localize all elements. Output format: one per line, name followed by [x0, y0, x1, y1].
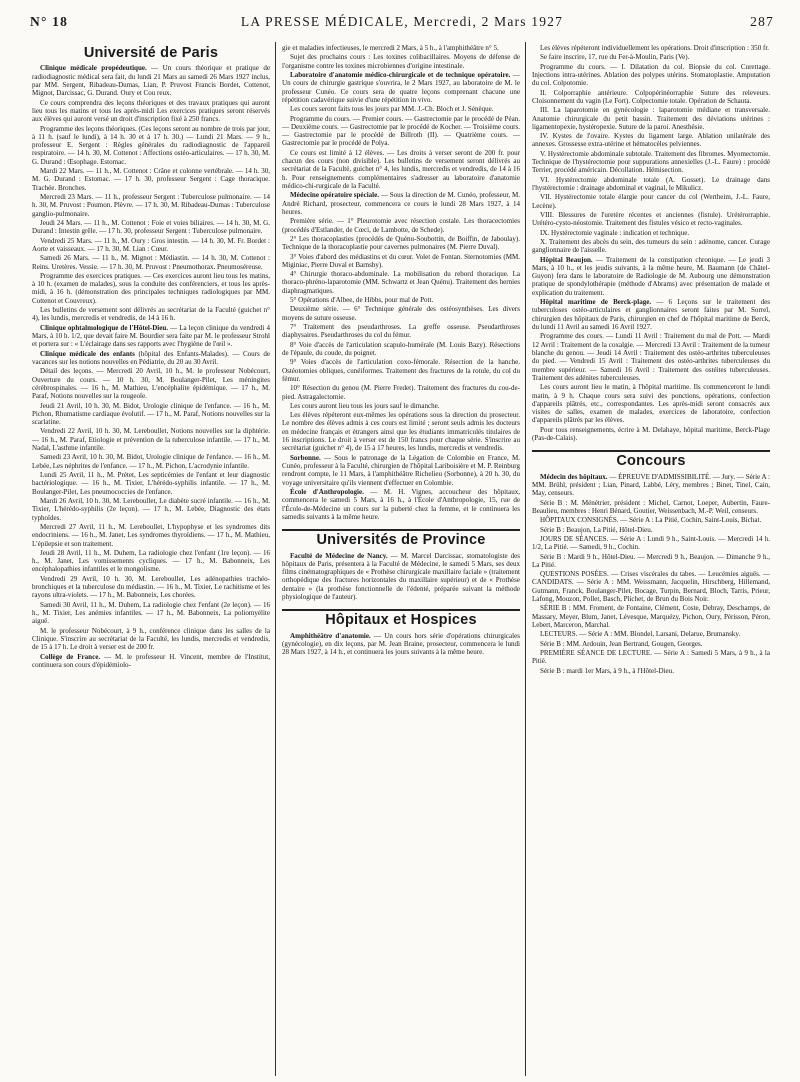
paragraph — [32, 99, 270, 124]
paragraph-text: QUESTIONS POSÉES. — Crises viscérales du tabes. — Leucémies aiguës. — CANDIDATS. — Série A : MM. Weissmann, Jacquelin, Hirschberg, Hillemand, Gutmann, Franck, Boulanger-Pilet, Bocage, Turpin, Bernard, Bloch, Tarris, Prieur, Lafong, Mouzon, Pollet, Basch, Plichet, de Brun du Bois Noir. — [532, 570, 770, 604]
paragraph-text: Jeudi 21 Avril, 10 h. 30, M. Bidot, Urologie clinique de l'enfance. — 16 h., M. Pichon, Rhumatisme cardiaque évolutif. — 17 h., M. Paraf, Notions nouvelles sur la scarlatine. — [32, 401, 270, 427]
paragraph — [282, 217, 520, 234]
paragraph — [282, 149, 520, 191]
paragraph-text: Sujet des prochains cours : Les toxines colibacillaires. Moyens de défense de l'organisme contre les toxines microbiennes d'origine intestinale. — [282, 53, 520, 70]
paragraph-text: Programme des exercices pratiques. — Ces exercices auront lieu tous les matins, à 10 h. (examen de malades), sous la conduite des conférenciers, et tous les après-midi, à 16 h. (démonstration des principales techniques radiologiques par MM. Cottenot et Couvreux). — [32, 271, 270, 305]
paragraph — [282, 253, 520, 270]
paragraph-text: 4° Chirurgie thoraco-abdominale. La mobilisation du rebord thoracique. La thoraco-phréno-laparotomie (MM. Schwartz et Jean Quénu). Traitement des hernies diaphragmatiques. — [282, 270, 520, 295]
paragraph — [282, 358, 520, 383]
paragraph-text: Ce cours est limité à 12 élèves. — Les droits à verser seront de 200 fr. pour chacun des cours (non divisible). Les bulletins de versement seront délivrés au secrétariat de la Faculté, guichet n° 4, les lundis, mercredis et vendredis, de 14 à 16 h. Pour renseignements complémentaires s'adresser au laboratoire d'anatomie médico-chi-rurgicale de la Faculté. — [282, 148, 520, 190]
section-heading: Université de Paris — [83, 45, 219, 61]
paragraph-text: Vendredi 25 Mars. — 11 h., M. Oury : Gros intestin. — 14 h. 30, M. Fr. Bordet : Aorte et vaisseaux. — 17 h. 30, M. Lian : Cœur. — [32, 236, 270, 253]
paragraph-text: Programme du cours. — I. Dilatation du col. Biopsie du col. Curettage. Injections intra-utérines. Ablation des polypes utérins. Stomatoplastie. Amputation du col. Colpotomie. — [532, 62, 770, 88]
paragraph — [32, 193, 270, 218]
paragraph — [532, 604, 770, 629]
paragraph-text: 7° Traitement des pseudarthroses. La greffe osseuse. Pseudarthroses diaphysaires. Pseudarthroses du col du fémur. — [282, 323, 520, 340]
paragraph-text: Deuxième série. — 6° Technique générale des ostéosynthèses. Les divers moyens de suture osseuse. — [282, 305, 520, 322]
paragraph — [32, 601, 270, 626]
paragraph-text: Série B : M. Ménétrier, président : Michel, Carnot, Loeper, Aubertin, Faure-Beaulieu, membres : Henri Bénard, Goutier, Weissenbach, M.-P. Weil, censeurs. — [532, 498, 770, 515]
paragraph-text: 2° Les thoracoplasties (procédés de Quénu-Soubottin, de Boiffin, de Jaboulay). Technique de la thoracoplastie pour cavernes pulmonaires (M. Pierre Duval). — [282, 234, 520, 252]
paragraph — [532, 132, 770, 149]
paragraph — [282, 384, 520, 401]
paragraph-text: M. le professeur Nobécourt, à 9 h., conférence clinique dans les salles de la Clinique. S'inscrire au secrétariat de la Faculté, les lundis, mercredis et vendredis, de 15 à 17 h. Le droit à verser est de 200 fr. — [32, 626, 270, 652]
paragraph — [282, 296, 520, 304]
paragraph — [32, 324, 270, 349]
paragraph-text: Les cours auront lieu tous les jours sauf le dimanche. — [290, 401, 440, 410]
paragraph — [532, 535, 770, 552]
paragraph — [532, 211, 770, 228]
paragraph-text: Samedi 26 Mars. — 11 h., M. Mignot : Médiastin. — 14 h. 30, M. Cottenot : Reins. Uretères. Vessie. — 17 h. 30, M. Pruvost : Pneumothorax. Pneumoséreuse. — [32, 254, 270, 271]
paragraph — [532, 526, 770, 534]
paragraph — [32, 254, 270, 271]
paragraph — [532, 63, 770, 88]
paragraph-text: Se faire inscrire, 17, rue du Fer-à-Moulin, Paris (Ve). — [540, 53, 690, 62]
paragraph-text: — Traitement de la constipation chronique. — Le jeudi 3 Mars, à 10 h., et les jeudis suivants, à la même heure, M. Baumann (de Châtel-Guyon) fera dans le laboratoire de Radiologie de M. Aubourg une démonstration pratique de spondylothérapie (méthode d'Abrams) avec présentation de malade et explication du traitement. — [532, 255, 770, 297]
paragraph-text: JOURS DE SÉANCES. — Série A : Lundi 9 h., Saint-Louis. — Mercredi 14 h. 1/2, La Pitié. — Samedi, 9 h., Cochin. — [532, 534, 770, 552]
paragraph — [532, 499, 770, 516]
paragraph — [282, 235, 520, 252]
paragraph-text: — Un cours hors série d'opérations chirurgicales (gynécologie), en dix leçons, par M. Jean Braine, prosecteur, commencera le lundi 28 Mars 1927, à 14 h., et continuera les jours suivants à la même heure. — [282, 631, 520, 657]
paragraph-text: III. La laparotomie en gynécologie : laparotomie médiane et transversale. Anatomie chirurgicale du petit bassin. Traitement des déviations utérines : ligamentopexie, hystéropexie. Suture de la paroi. Anesthésie. — [532, 106, 770, 131]
paragraph-text: — ÉPREUVE D'ADMISSIBILITÉ. — Jury. — Série A : MM. Brühl, président ; Lian, Pinard, Labbé, Léry, membres ; Binet, Tinel, Cain, May, censeurs. — [532, 472, 770, 498]
paragraph — [282, 270, 520, 295]
paragraph-title: Clinique ophtalmologique de l'Hôtel-Dieu. — [40, 323, 169, 332]
paragraph — [32, 402, 270, 427]
paragraph-text: 9° Voies d'accès de l'articulation coxo-fémorale. Résection de la hanche. Ostéotomies obliques, cunéiformes. Traitement des fractures de la rotule, du col du fémur. — [282, 358, 520, 383]
paragraph — [282, 191, 520, 216]
paragraph-text: VIII. Blessures de l'uretère récentes et anciennes (fistule). Urétérorraphie. Urétéro-cysto-néostomie. Traitement des fistules vésico et recto-vaginales. — [532, 210, 770, 228]
paragraph-text: — M. Marcel Darcissac, stomatologiste des hôpitaux de Paris, présentera à la Faculté de Médecine, le samedi 5 Mars, ses deux films cinématographiques de « Prothèse chirurgicale maxillaire faciale » (traitement orthopédique des fractures horizontales du maxillaire supérieur) et de « Prothèse dentaire » (la prothèse fonctionnelle de l'édenté, préparée suivant la méthode physiologique de l'auteur). — [282, 551, 520, 602]
paragraph-text: Les cours seront faits tous les jours par MM. J.-Ch. Bloch et J. Sénèque. — [290, 105, 494, 114]
paragraph — [32, 219, 270, 236]
paragraph — [32, 497, 270, 522]
paragraph-text: Pour tous renseignements, écrire à M. Delahaye, hôpital maritime, Berck-Plage (Pas-de-Calais). — [532, 425, 770, 443]
paragraph-text: — Un cours théorique et pratique de radiodiagnostic médical sera fait, du lundi 21 Mars au samedi 26 Mars 1927 inclus, par MM. Sergent, Ribadeau-Dumas, Lian, P. Pruvost Francis Bordet, Cottenot, Mignot, Darcissac, G. Durand. Oury et Cou reux. — [32, 64, 270, 98]
section-heading: Universités de Province — [316, 532, 486, 549]
paragraph-text: HÔPITAUX CONSIGNÉS. — Série A : La Pitié, Cochin, Saint-Louis, Bichat. — [540, 516, 762, 525]
paragraph — [32, 471, 270, 496]
paragraph — [532, 106, 770, 131]
paragraph — [32, 167, 270, 192]
paragraph-text: Vendredi 29 Avril, 10 h. 30, M. Lereboullet, Les adénopathies trachéo-bronchiques et la tuberculose du médiastin. — 16 h., M. Tixier, Le rachitisme et les rayons ultra-violets. — 17 h., M. Babonneix, Les chorées. — [32, 574, 270, 600]
paragraph-text: — 6 Leçons sur le traitement des tuberculoses ostéo-articulaires et ganglionnaires seront faites par M. Sorrel, chirurgien des hôpitaux de Paris, chirurgien en chef de l'hôpital maritime de Berck, du lundi 11 Avril au samedi 16 Avril 1927. — [532, 298, 770, 331]
page-number: 287 — [750, 14, 774, 29]
paragraph — [532, 426, 770, 443]
paragraph-text: — Un cours de chirurgie gastrique s'ouvrira, le 2 Mars 1927, au laboratoire de M. le professeur Cunéo. Ce cours sera de quatre leçons comprenant chacune une répétition cadavérique suivie d'une répétition in vivo. — [282, 70, 520, 104]
column-3 — [532, 44, 770, 676]
paragraph-text: Série B : mardi 1er Mars, à 9 h., à l'Hôtel-Dieu. — [540, 666, 674, 675]
paragraph-title: Médecin des hôpitaux. — [540, 472, 608, 481]
paragraph — [532, 298, 770, 331]
paragraph-title: Clinique médicale des enfants — [40, 349, 135, 358]
paragraph-title: Hôpital Beaujon. — [540, 255, 593, 264]
paragraph — [32, 306, 270, 323]
paragraph-text: Mercredi 23 Mars. — 11 h., professeur Sergent : Tuberculose pulmonaire. — 14 h. 30, M. Pruvost : Poumon. Plèvre. — 17 h. 30, M. Ribadeau-Dumas : Tuberculose ganglio-pulmonaire. — [32, 193, 270, 218]
paragraph — [532, 193, 770, 210]
section-heading: Concours — [616, 453, 686, 470]
paragraph — [32, 350, 270, 367]
paragraph-text: LECTEURS. — Série A : MM. Blondel, Larsani, Delarue, Brumansky. — [540, 630, 741, 639]
section-rule — [282, 529, 520, 531]
paragraph — [282, 71, 520, 104]
paragraph — [32, 272, 270, 305]
paragraph-text: Jeudi 24 Mars. — 11 h., M. Cottenot : Foie et voies biliaires. — 14 h. 30, M. G. Durand : Intestin grêle. — 17 h. 30, professeur Sergent : Tuberculose pulmonaire. — [32, 218, 270, 236]
paragraph-title: Amphithéâtre d'anatomie. — [290, 631, 371, 640]
paragraph-text: Détail des leçons. — Mercredi 20 Avril, 10 h., M. le professeur Nobécourt, Ouverture du cours. — 10 h. 30, M. Boulanger-Pilet, Les méningites cérébrospinales. — 16 h., M. Mathieu, L'encéphalite épidémique. — 17 h., M. Paraf, Notions nouvelles sur la rougeole. — [32, 367, 270, 401]
section-rule — [282, 609, 520, 611]
page-header — [30, 14, 774, 34]
paragraph — [32, 575, 270, 600]
paragraph — [532, 570, 770, 603]
paragraph — [282, 632, 520, 657]
column-1 — [32, 44, 270, 670]
paragraph-title: Sorbonne. — [290, 453, 321, 462]
column-divider — [525, 42, 526, 1076]
paragraph — [532, 150, 770, 175]
paragraph — [282, 552, 520, 602]
paragraph-text: Mardi 22 Mars. — 11 h., M. Cottenot : Crâne et colonne vertébrale. — 14 h. 30, M. G. Durand : Estomac. — 17 h. 30, professeur Sergent : Cage thoracique. Trachée. Bronches. — [32, 167, 270, 192]
paragraph — [282, 402, 520, 410]
paragraph — [32, 653, 270, 670]
paragraph-text: Samedi 23 Avril, 10 h. 30, M. Bidot, Urologie clinique de l'enfance. — 16 h., M. Lebée, Les néphrites de l'enfance. — 17 h., M. Pichon, L'acrodynie infantile. — [32, 453, 270, 470]
paragraph-text: 5° Opérations d'Albee, de Hibbs, pour mal de Pott. — [290, 296, 434, 305]
paragraph — [532, 667, 770, 675]
paragraph-text: — Sous le patronage de la Légation de Colombie en France, M. Cunéo, professeur à la Faculté, chirurgien de l'hôpital Lariboisière et M. P. Reinburg rendront compte, le 11 Mars, à l'amphithéâtre Richelieu (Sorbonne), à 20 h. 30, du voyage universitaire qu'ils viennent d'effectuer en Colombie. — [282, 453, 520, 487]
paragraph — [32, 627, 270, 652]
paragraph-text: Programme du cours. — Premier cours. — Gastrectomie par le procédé de Péan. — Deuxième cours. — Gastrectomie par le procédé de Kocher. — Troisième cours. — Gastrectomie par le procédé de Billroth (II). — Quatrième cours. — Gastrectomie par le procédé de Polya. — [282, 114, 520, 148]
paragraph — [32, 367, 270, 400]
paragraph — [532, 630, 770, 638]
paragraph-text: (hôpital des Enfants-Malades). — Cours de vacances sur les notions nouvelles en Pédiatrie, du 20 au 30 Avril. — [32, 349, 270, 366]
paragraph-title: Collège de France. — [40, 652, 101, 661]
paragraph-text: Programme des cours. — Lundi 11 Avril : Traitement du mal de Pott. — Mardi 12 Avril : Traitement de la coxalgie. — Mercredi 13 Avril : Traitement de la tumeur blanche du genou. — Jeudi 14 Avril : Traitement des ostéo-arthrites tuberculeuses du pied. — Vendredi 15 Avril : Traitement des ostéo-arthrites tuberculeuses du membre supérieur. — Samedi 16 Avril : Traitement des ostéites tuberculeuses. Traitement des adénites tuberculeuses. — [532, 332, 770, 382]
paragraph-text: V. Hystérectomie abdominale subtotale. Traitement des fibromes. Myomectomie. Technique de l'hystérectomie pour suppurations annexielles (J.-L. Faure) : procédé Terrier, procédé américain. Décollation. Hémisection. — [532, 149, 770, 175]
paragraph-text: Vendredi 22 Avril, 10 h. 30, M. Lereboullet, Notions nouvelles sur la diphtérie. — 16 h., M. Paraf, Etiologie et prévention de la tuberculose infantile. — 17 h., M. Nadal, L'asthme infantile. — [32, 427, 270, 453]
paragraph-text: 3° Voies d'abord des médiastins et du cœur. Volet de Fontan. Sternotomies (MM. Miginiac, Pierre Duval et Barnsby). — [282, 252, 520, 269]
paragraph-text: 8° Voie d'accès de l'articulation scapulo-humérale (M. Louis Bazy). Résections de l'épaule, du coude, du poignet. — [282, 340, 520, 357]
paragraph-text: — M. H. Vignes, accoucheur des hôpitaux, commencera le samedi 5 Mars, à 16 h., à l'École d'Anthropologie, 15, rue de l'École-de-Médecine un cours sur la puberté chez la femme, et le continuera les samedis suivants à la même heure. — [282, 487, 520, 521]
paragraph-text: VII. Hystérectomie totale élargie pour cancer du col (Wertheim, J.-L. Faure, Lecène). — [532, 193, 770, 210]
paragraph — [32, 64, 270, 97]
paragraph-title: Clinique médicale propédeutique. — [40, 64, 147, 73]
paragraph — [282, 454, 520, 487]
paragraph-text: gie et maladies infectieuses, le mercredi 2 Mars, à 5 h., à l'amphithéâtre n° 5. — [282, 44, 499, 52]
paragraph-text: Les cours auront lieu le matin, à l'hôpital maritime. Ils commenceront le lundi matin, à 9 h. Chaque cours sera suivi des ponctions, opérations, confection d'appareils plâtrés, etc., correspondantes. Les après-midi seront consacrés aux visites de salles, examen de malades, exercices de laboratoire, confection d'appareils plâtrés par les élèves. — [532, 383, 770, 425]
paragraph-text: Les élèves répéteront eux-mêmes les opérations sous la direction du prosecteur. Le nombre des élèves admis à ces cours est limité ; seront seuls admis les docteurs en médecine français et étrangers ainsi que les étudiants immatriculés titulaires de 16 inscriptions. Le droit à verser est de 150 francs pour chaque série. S'inscrire au secrétariat (guichet n° 4), de 15 à 17 heures, les lundis, mercredis et vendredis. — [282, 411, 520, 453]
paragraph-text: Mardi 26 Avril, 10 h. 30, M. Lereboullet, Le diabète sucré infantile. — 16 h., M. Tixier, L'hérédo-syphilis (2e leçon). — 17 h., M. Lebée, Diagnostic des états typhoïdes. — [32, 496, 270, 522]
paragraph — [532, 332, 770, 382]
column-divider — [275, 42, 276, 1076]
paragraph — [532, 53, 770, 61]
paragraph-title: Faculté de Médecine de Nancy. — [290, 551, 388, 560]
paragraph — [532, 473, 770, 498]
paragraph — [532, 89, 770, 106]
paragraph — [532, 553, 770, 570]
paragraph-text: Les élèves répéteront individuellement les opérations. Droit d'inscription : 350 fr. — [540, 44, 770, 52]
paragraph — [32, 523, 270, 548]
paragraph — [32, 453, 270, 470]
paragraph-text: IX. Hystérectomie vaginale : indication et technique. — [540, 228, 690, 237]
paragraph-text: 10° Résection du genou (M. Pierre Fredet). Traitement des fractures du cou-de-pied. Astragalectomie. — [282, 384, 520, 401]
paragraph — [282, 115, 520, 148]
paragraph — [32, 237, 270, 254]
paragraph-text: Série B : MM. Ardouin, Jean Bertrand, Gougen, Georges. — [540, 639, 703, 648]
paragraph-text: Première série. — 1° Pleurotomie avec résection costale. Les thoracectomies (procédés d'Estlander, de Cœci, de Lambotte, de Schede). — [282, 217, 520, 234]
paragraph-text: PREMIÈRE SÉANCE DE LECTURE. — Série A : Samedi 5 Mars, à 9 h., à la Pitié. — [532, 648, 770, 666]
paragraph-title: Médecine opératoire spéciale. — [290, 191, 380, 200]
paragraph-text: Programme des leçons théoriques. (Ces leçons seront au nombre de trois par jour, à 11 h. (sauf le lundi), à 14 h. 30 et à 17 h. 30.) — Lundi 21 Mars. — 9 h., professeur E. Sergent : Règles générales du radiodiagnostic de l'appareil respiratoire. — 14 h. 30, M. Cottenot : Affections ostéo-articulaires. — 17 h. 30, M. G. Durand : Œsophage. Estomac. — [32, 124, 270, 166]
paragraph — [282, 323, 520, 340]
column-2 — [282, 44, 520, 658]
paragraph-text: Ce cours comprendra des leçons théoriques et des travaux pratiques qui auront lieu tous les matins et tous les après-midi Les exercices pratiques seront réservés aux élèves qui auront versé un droit d'inscription fixé à 250 francs. — [32, 98, 270, 124]
paragraph-text: — M. le professeur H. Vincent, membre de l'Institut, continuera son cours d'épidémiolo- — [32, 652, 270, 669]
paragraph — [32, 427, 270, 452]
paragraph — [532, 256, 770, 298]
journal-title: LA PRESSE MÉDICALE, Mercredi, 2 Mars 1927 — [240, 14, 564, 29]
paragraph — [532, 383, 770, 425]
paragraph — [282, 105, 520, 113]
paragraph-text: Les bulletins de versement sont délivrés au secrétariat de la Faculté (guichet n° 4), les lundis, mercredis et vendredis, de 14 à 16 h. — [32, 306, 270, 323]
paragraph-text: — La leçon clinique du vendredi 4 Mars, à 10 h. 1/2, que devait faire M. Bourdier sera faite par M. le professeur Strohl et portera sur : « L'éclairage dans ses rapports avec l'hygiène de l'œil ». — [32, 323, 270, 349]
paragraph-title: Hôpital maritime de Berck-plage. — [540, 298, 652, 307]
paragraph — [532, 229, 770, 237]
paragraph — [282, 411, 520, 453]
paragraph-text: II. Colporraphie antérieure. Colpopérinéorraphie Suture des releveurs. Cloisonnement du vagin (Le Fort). Colpectomie totale. Opération de Schauta. — [532, 88, 770, 105]
paragraph — [282, 488, 520, 521]
paragraph — [532, 649, 770, 666]
issue-number: N° 18 — [30, 14, 69, 29]
paragraph — [32, 125, 270, 167]
paragraph-text: Lundi 25 Avril, 11 h., M. Prétet, Les septicémies de l'enfant et leur diagnostic bactériologique. — 16 h., M. Tixier, L'hérédo-syphilis infantile. — 17 h., M. Boulanger-Pilet, Les pneumococcies de l'enfance. — [32, 471, 270, 496]
section-heading: Hôpitaux et Hospices — [325, 612, 477, 629]
paragraph — [532, 238, 770, 255]
paragraph — [282, 53, 520, 70]
paragraph — [532, 176, 770, 193]
paragraph-text: Samedi 30 Avril, 11 h., M. Duhem, La radiologie chez l'enfant (2e leçon). — 16 h., M. Tixier, Les anémies infantiles. — 17 h., M. Babonneix, La poliomyélite aiguë. — [32, 600, 270, 626]
paragraph-text: Jeudi 28 Avril, 11 h., M. Duhem, La radiologie chez l'enfant (1re leçon). — 16 h., M. Janet, Les vomissements cycliques. — 17 h., M. Babonneix, Les encéphalopathies infantiles et le mongolisme. — [32, 548, 270, 574]
section-rule — [532, 450, 770, 452]
paragraph-text: VI. Hystérectomie abdominale totale (A. Gosset). Le drainage dans l'hystérectomie : drainage abdominal et vaginal, le Mikulicz. — [532, 175, 770, 192]
paragraph-text: SÉRIE B : MM. Froment, de Fontaine, Clément, Coste, Debray, Deschamps, de Massary, Meyer, Blum, Janet, Lévesque, Marquézy, Pichon, Oury, Périsson, Péron, Lebert, Marceron, Marchal. — [532, 604, 770, 629]
paragraph — [532, 44, 770, 52]
paragraph-title: École d'Anthropologie. — [290, 487, 364, 496]
paragraph-text: Série B : Mardi 9 h., Hôtel-Dieu. — Mercredi 9 h., Beaujon. — Dimanche 9 h., La Pitié. — [532, 552, 770, 569]
paragraph-text: — Sous la direction de M. Cunéo, professeur, M. André Richard, prosecteur, commencera ce cours le lundi 28 Mars 1927, à 14 heures. — [282, 191, 520, 216]
paragraph — [282, 341, 520, 358]
paragraph-text: X. Traitement des abcès du sein, des tumeurs du sein : adénome, cancer. Curage ganglionnaire de l'aisselle. — [532, 237, 770, 255]
paragraph-text: IV. Kystes de l'ovaire. Kystes du ligament large. Ablation unilatérale des annexes. Grossesse extra-utérine et hématocèles pelviennes. — [532, 132, 770, 149]
paragraph — [32, 549, 270, 574]
paragraph — [282, 44, 520, 52]
paragraph-title: Laboratoire d'anatomie médico-chirurgicale et de technique opératoire. — [290, 70, 511, 79]
paragraph — [282, 305, 520, 322]
paragraph — [532, 516, 770, 524]
paragraph — [532, 640, 770, 648]
paragraph-text: Mercredi 27 Avril, 11 h., M. Lereboullet, L'hypophyse et les syndromes dits endocriniens. — 16 h., M. Janet, Les syndromes thyroïdiens. — 17 h., M. Mathieu, L'épilepsie et son traitement. — [32, 522, 270, 548]
paragraph-text: Série B : Beaujon, La Pitié, Hôtel-Dieu. — [540, 525, 653, 534]
